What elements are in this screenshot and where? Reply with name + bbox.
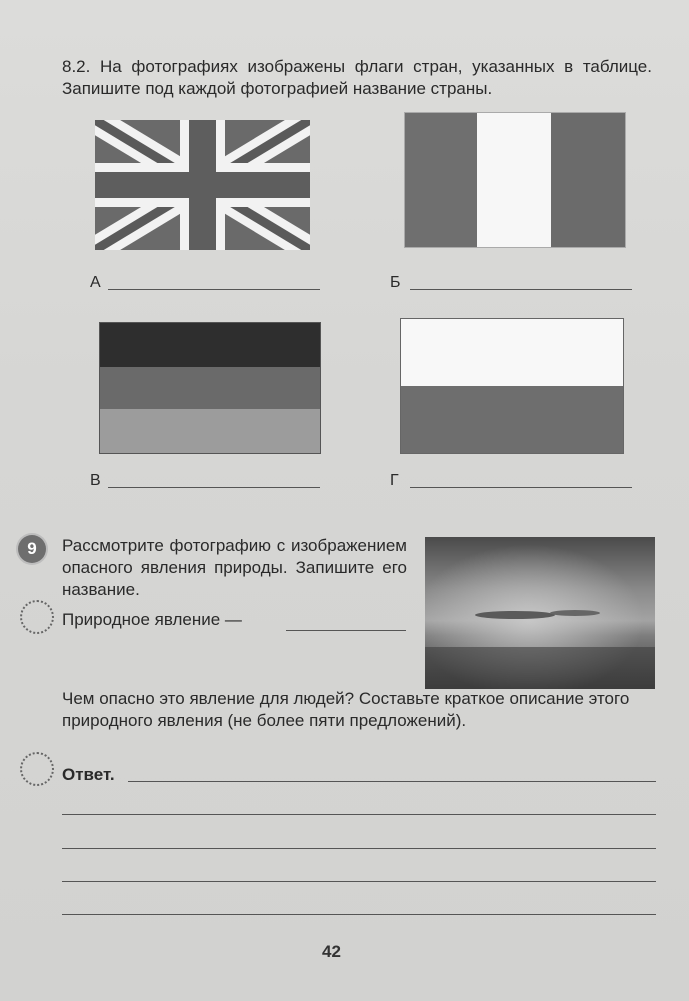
flag-b-answer-line[interactable]	[410, 289, 632, 290]
flag-v-label: В	[90, 472, 101, 489]
score-circle-2	[20, 752, 54, 786]
answer-label: Ответ.	[62, 765, 115, 784]
answer-line-3[interactable]	[62, 848, 656, 849]
flag-b-label: Б	[390, 274, 401, 291]
answer-line-4[interactable]	[62, 881, 656, 882]
flag-b-image	[404, 112, 626, 248]
task-9-text: Рассмотрите фотографию с изображением опасного явления природы. Запишите его название.	[62, 536, 407, 599]
flag-a-label: А	[90, 274, 101, 291]
task-8-2-text: 8.2. На фотографиях изображены флаги стран, указанных в таблице. Запишите под каждой фотографией название страны.	[62, 57, 652, 98]
answer-line-2[interactable]	[62, 814, 656, 815]
flag-a-image	[95, 120, 310, 250]
flag-g-answer-line[interactable]	[410, 487, 632, 488]
task-9-number-badge: 9	[18, 535, 46, 563]
flag-v-answer-line[interactable]	[108, 487, 320, 488]
answer-line-1[interactable]	[128, 781, 656, 782]
phenomenon-label: Природное явление —	[62, 610, 242, 629]
flag-a-answer-line[interactable]	[108, 289, 320, 290]
phenomenon-photo	[425, 537, 655, 689]
page-number: 42	[322, 942, 341, 961]
flag-v-image	[99, 322, 321, 454]
answer-line-5[interactable]	[62, 914, 656, 915]
phenomenon-answer-line[interactable]	[286, 630, 406, 631]
task-9-question: Чем опасно это явление для людей? Составьте краткое описание этого природного явления (не более пяти предложений).	[62, 689, 630, 730]
flag-g-label: Г	[390, 472, 399, 489]
score-circle-1	[20, 600, 54, 634]
flag-g-image	[400, 318, 624, 454]
